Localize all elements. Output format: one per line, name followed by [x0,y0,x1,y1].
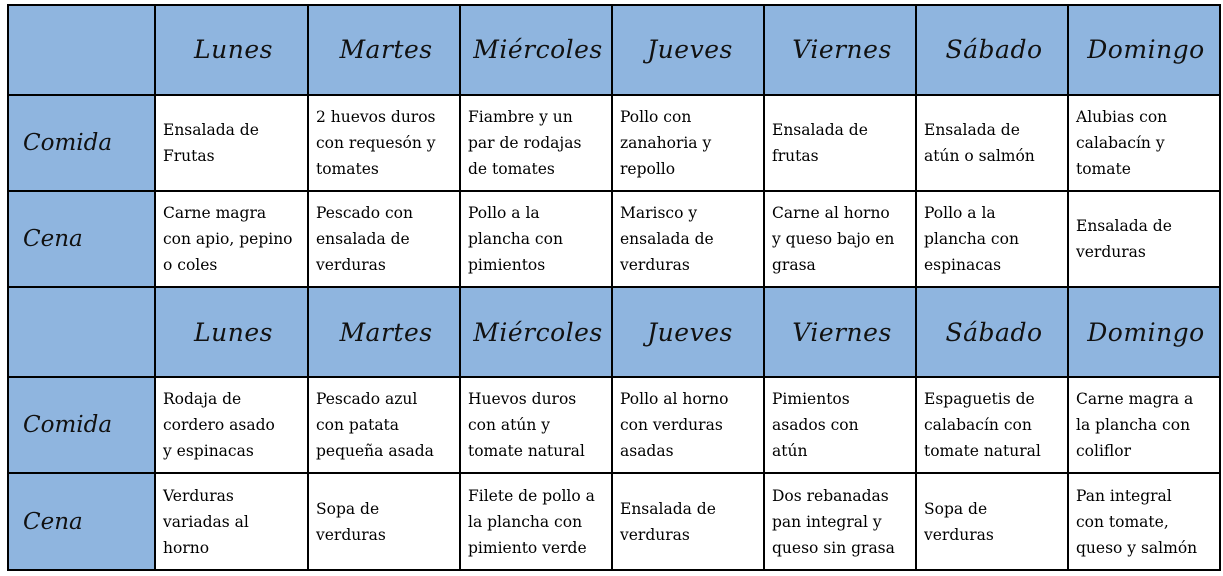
comida-meal-cell: Alubias con calabacín y tomate [1068,95,1220,191]
cena-meal-cell: Filete de pollo a la plancha con pimiento verde [460,473,612,570]
comida-label: Comida [8,95,155,191]
table-body [8,5,1220,570]
cena-row [8,473,1220,570]
cena-meal-cell: Dos rebanadas pan integral y queso sin grasa [764,473,916,570]
day-header-2: Miércoles [460,287,612,377]
day-header-6: Domingo [1068,5,1220,95]
comida-label: Comida [8,377,155,473]
cena-meal-cell: Ensalada de verduras [1068,191,1220,288]
day-header-5: Sábado [916,5,1068,95]
cena-meal-cell: Pescado con ensalada de verduras [308,191,460,288]
comida-meal-cell: Pollo con zanahoria y repollo [612,95,764,191]
cena-meal-cell: Carne al horno y queso bajo en grasa [764,191,916,288]
day-header-5: Sábado [916,287,1068,377]
corner-cell [8,5,155,95]
cena-meal-cell: Pollo a la plancha con pimientos [460,191,612,288]
cena-label: Cena [8,191,155,288]
day-header-4: Viernes [764,5,916,95]
day-header-6: Domingo [1068,287,1220,377]
day-header-2: Miércoles [460,5,612,95]
cena-meal-cell: Pan integral con tomate, queso y salmón [1068,473,1220,570]
day-header-3: Jueves [612,5,764,95]
comida-meal-cell: Pimientos asados con atún [764,377,916,473]
comida-meal-cell: Ensalada de frutas [764,95,916,191]
comida-meal-cell: Espaguetis de calabacín con tomate natural [916,377,1068,473]
comida-meal-cell: Fiambre y un par de rodajas de tomates [460,95,612,191]
day-header-1: Martes [308,5,460,95]
cena-meal-cell: Verduras variadas al horno [155,473,308,570]
comida-meal-cell: Ensalada de atún o salmón [916,95,1068,191]
cena-label: Cena [8,473,155,570]
cena-meal-cell: Ensalada de verduras [612,473,764,570]
cena-row [8,191,1220,288]
cena-meal-cell: Pollo a la plancha con espinacas [916,191,1068,288]
comida-row [8,95,1220,191]
cena-meal-cell: Sopa de verduras [308,473,460,570]
cena-meal-cell: Marisco y ensalada de verduras [612,191,764,288]
day-header-0: Lunes [155,287,308,377]
corner-cell [8,287,155,377]
day-header-1: Martes [308,287,460,377]
comida-meal-cell: Huevos duros con atún y tomate natural [460,377,612,473]
comida-meal-cell: Carne magra a la plancha con coliflor [1068,377,1220,473]
comida-meal-cell: 2 huevos duros con requesón y tomates [308,95,460,191]
day-header-4: Viernes [764,287,916,377]
cena-meal-cell: Carne magra con apio, pepino o coles [155,191,308,288]
day-header-row [8,5,1220,95]
comida-meal-cell: Pescado azul con patata pequeña asada [308,377,460,473]
comida-meal-cell: Rodaja de cordero asado y espinacas [155,377,308,473]
comida-meal-cell: Pollo al horno con verduras asadas [612,377,764,473]
comida-meal-cell: Ensalada de Frutas [155,95,308,191]
comida-row [8,377,1220,473]
day-header-0: Lunes [155,5,308,95]
day-header-3: Jueves [612,287,764,377]
day-header-row [8,287,1220,377]
cena-meal-cell: Sopa de verduras [916,473,1068,570]
weekly-meal-plan-table [7,4,1221,571]
